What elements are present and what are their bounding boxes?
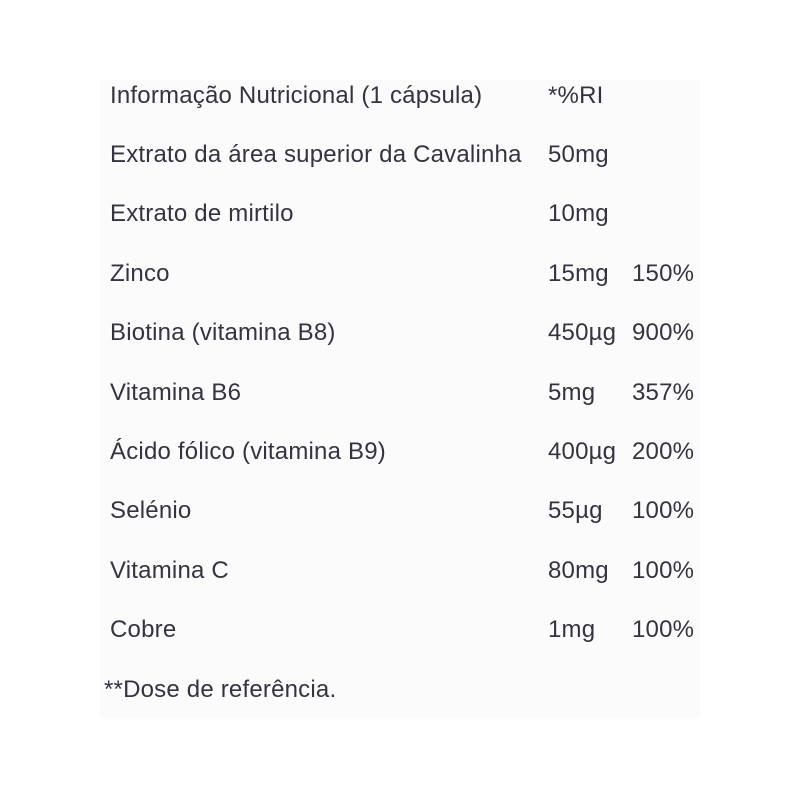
footnote-row xyxy=(100,660,700,719)
table-row xyxy=(100,422,700,481)
table-header-row xyxy=(100,66,700,125)
nutrient-amount: 15mg xyxy=(548,259,609,287)
nutrient-name: Biotina (vitamina B8) xyxy=(110,319,336,347)
table-row xyxy=(100,185,700,244)
nutrient-amount: 5mg xyxy=(548,378,596,406)
nutrient-amount: 55µg xyxy=(548,497,603,525)
table-row xyxy=(100,304,700,363)
nutrient-name: Selénio xyxy=(110,497,192,525)
nutrient-name: Zinco xyxy=(110,259,170,287)
nutrient-name: Ácido fólico (vitamina B9) xyxy=(110,438,386,466)
nutrient-ri-percent: 357% xyxy=(632,378,695,406)
nutrient-ri-percent: 100% xyxy=(632,616,695,644)
nutrient-ri-percent: 100% xyxy=(632,497,695,525)
table-row xyxy=(100,244,700,303)
nutrient-amount: 80mg xyxy=(548,556,609,584)
nutrition-table xyxy=(100,66,700,719)
nutrient-name: Vitamina C xyxy=(110,556,229,584)
nutrient-ri-percent: 200% xyxy=(632,438,695,466)
nutrient-ri-percent: 100% xyxy=(632,556,695,584)
nutrient-ri-percent: 150% xyxy=(632,259,695,287)
nutrient-amount: 450µg xyxy=(548,319,617,347)
nutrient-amount: 10mg xyxy=(548,200,609,228)
table-row xyxy=(100,363,700,422)
table-row xyxy=(100,125,700,184)
nutrient-amount: 400µg xyxy=(548,438,617,466)
reference-dose-footnote: **Dose de referência. xyxy=(104,675,337,703)
nutrient-name: Extrato de mirtilo xyxy=(110,200,294,228)
nutrient-name: Vitamina B6 xyxy=(110,378,242,406)
nutrient-amount: 1mg xyxy=(548,616,596,644)
table-row xyxy=(100,601,700,660)
ri-column-header: *%RI xyxy=(548,81,604,109)
nutrient-ri-percent: 900% xyxy=(632,319,695,347)
table-row xyxy=(100,541,700,600)
table-row xyxy=(100,482,700,541)
nutrient-name: Cobre xyxy=(110,616,177,644)
nutrient-name: Extrato da área superior da Cavalinha xyxy=(110,141,522,169)
nutrient-amount: 50mg xyxy=(548,141,609,169)
table-title: Informação Nutricional (1 cápsula) xyxy=(110,81,483,109)
